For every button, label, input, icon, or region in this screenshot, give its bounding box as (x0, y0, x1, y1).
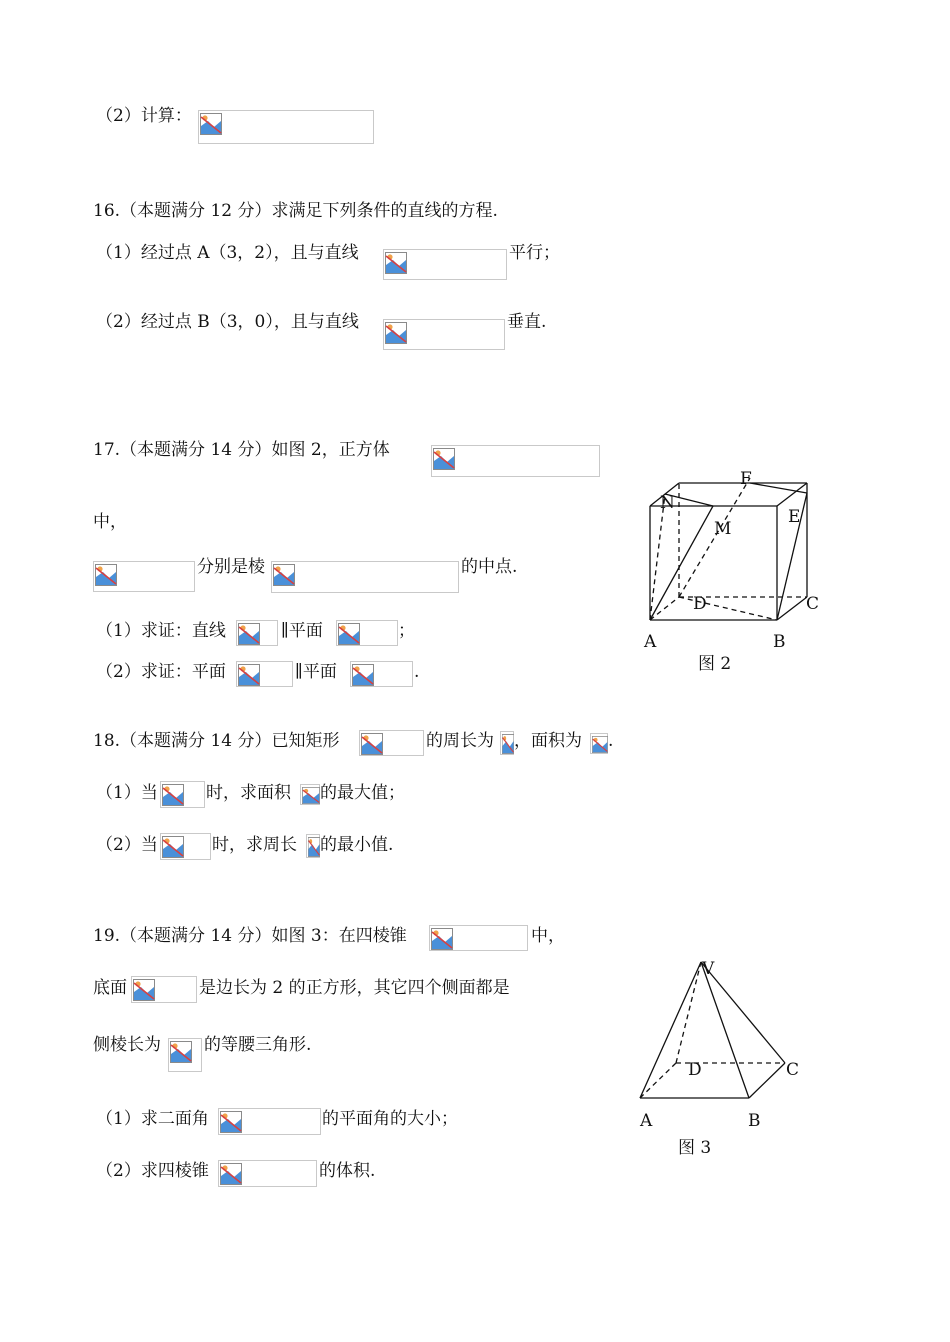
broken-image-icon (238, 623, 260, 645)
q18-title-d: . (608, 731, 614, 751)
q18-title-c: ，面积为 (514, 731, 582, 751)
formula-image-placeholder (383, 319, 505, 350)
q16-part1-text-b: 平行； (509, 243, 560, 263)
q18-title-a: 18.（本题满分 14 分）已知矩形 (93, 731, 340, 751)
formula-image-placeholder (218, 1108, 321, 1135)
q18-part1-text-b: 时，求面积 (206, 783, 291, 803)
q16-part2-text-a: （2）经过点 B（3，0），且与直线 (96, 312, 359, 332)
label-f: F (740, 469, 752, 489)
broken-image-icon (385, 252, 407, 274)
broken-image-icon (273, 564, 295, 586)
formula-image-placeholder (431, 445, 600, 477)
q17-part1-text-a: （1）求证：直线 (96, 621, 226, 641)
label-c: C (786, 1060, 800, 1080)
broken-image-icon (162, 784, 184, 806)
q17-part2-text-a: （2）求证：平面 (96, 662, 226, 682)
label-n: N (660, 493, 675, 513)
formula-image-placeholder (590, 733, 608, 754)
q19-line2-a: 底面 (93, 978, 127, 998)
broken-image-icon (200, 113, 222, 135)
q19-title-a: 19.（本题满分 14 分）如图 3：在四棱锥 (93, 926, 407, 946)
q18-part2-text-c: 的最小值. (320, 835, 394, 855)
formula-image-placeholder (160, 781, 205, 808)
q19-line3-b: 的等腰三角形. (204, 1035, 312, 1055)
formula-image-placeholder (336, 620, 398, 646)
label-e: E (788, 507, 801, 527)
broken-image-icon (361, 733, 383, 755)
broken-image-icon (170, 1041, 192, 1063)
formula-image-placeholder (93, 561, 195, 592)
edge-ad-hidden (650, 597, 679, 620)
q17-part1-text-c: ； (398, 621, 415, 641)
q18-part1-text-a: （1）当 (96, 783, 158, 803)
edge-vb (701, 962, 749, 1098)
formula-image-placeholder (429, 925, 528, 951)
label-a: A (640, 1111, 653, 1131)
figure-2-caption: 图 2 (698, 654, 732, 674)
broken-image-icon (238, 664, 260, 686)
q19-title-b: 中， (531, 926, 565, 946)
label-d: D (688, 1060, 702, 1080)
q19-part2-text-a: （2）求四棱锥 (96, 1161, 209, 1181)
formula-image-placeholder (160, 833, 211, 860)
formula-image-placeholder (236, 620, 278, 646)
q15-part2-text: （2）计算： (96, 106, 192, 126)
q16-title: 16.（本题满分 12 分）求满足下列条件的直线的方程. (93, 201, 498, 221)
q17-part2-text-b: ∥平面 (295, 662, 337, 682)
label-c: C (806, 594, 820, 614)
edge-ad-hidden (640, 1063, 676, 1098)
formula-image-placeholder (500, 731, 514, 755)
q16-part1-text-a: （1）经过点 A（3，2），且与直线 (96, 243, 359, 263)
formula-image-placeholder (350, 661, 413, 687)
broken-image-icon (220, 1111, 242, 1133)
figure-3-caption: 图 3 (678, 1138, 712, 1158)
broken-image-icon (385, 322, 407, 344)
formula-image-placeholder (168, 1038, 202, 1072)
q17-part2-text-c: . (414, 662, 420, 682)
label-b: B (748, 1111, 761, 1131)
q19-part1-text-a: （1）求二面角 (96, 1109, 209, 1129)
broken-image-icon (592, 736, 608, 753)
formula-image-placeholder (131, 976, 197, 1003)
formula-image-placeholder (306, 834, 320, 858)
q19-part1-text-b: 的平面角的大小； (322, 1109, 458, 1129)
q17-mid-text: 分别是棱 (197, 557, 265, 577)
q18-part2-text-b: 时，求周长 (212, 835, 297, 855)
broken-image-icon (431, 928, 453, 950)
q19-line2-b: 是边长为 2 的正方形，其它四个侧面都是 (199, 978, 510, 998)
broken-image-icon (95, 564, 117, 586)
q18-part1-text-c: 的最大值； (320, 783, 405, 803)
label-d: D (693, 594, 707, 614)
q17-title: 17.（本题满分 14 分）如图 2，正方体 (93, 440, 390, 460)
segment-fe (750, 483, 807, 493)
broken-image-icon (338, 623, 360, 645)
broken-image-icon (133, 979, 155, 1001)
edge-bc (749, 1063, 785, 1098)
broken-image-icon (502, 734, 514, 754)
figure-3-pyramid (632, 950, 812, 1162)
formula-image-placeholder (359, 730, 424, 756)
edge-vd-hidden (676, 962, 701, 1063)
q18-part2-text-a: （2）当 (96, 835, 158, 855)
q19-line3-a: 侧棱长为 (93, 1035, 161, 1055)
edge-top-right (777, 483, 807, 506)
q18-title-b: 的周长为 (426, 731, 494, 751)
q16-part2-text-b: 垂直. (507, 312, 547, 332)
label-b: B (773, 632, 786, 652)
q19-part2-text-b: 的体积. (319, 1161, 376, 1181)
formula-image-placeholder (218, 1160, 317, 1187)
q17-zhong: 中， (93, 512, 127, 532)
formula-image-placeholder (198, 110, 374, 144)
label-a: A (644, 632, 657, 652)
figure-2-cube (638, 466, 828, 678)
q17-tail-text: 的中点. (461, 557, 518, 577)
formula-image-placeholder (300, 784, 320, 805)
broken-image-icon (308, 837, 320, 857)
formula-image-placeholder (236, 661, 293, 687)
label-m: M (714, 519, 732, 539)
q17-part1-text-b: ∥平面 (281, 621, 323, 641)
broken-image-icon (352, 664, 374, 686)
broken-image-icon (220, 1163, 242, 1185)
broken-image-icon (162, 836, 184, 858)
label-v: V (702, 959, 715, 979)
broken-image-icon (433, 448, 455, 470)
formula-image-placeholder (383, 249, 507, 280)
broken-image-icon (302, 787, 320, 804)
formula-image-placeholder (271, 561, 459, 593)
